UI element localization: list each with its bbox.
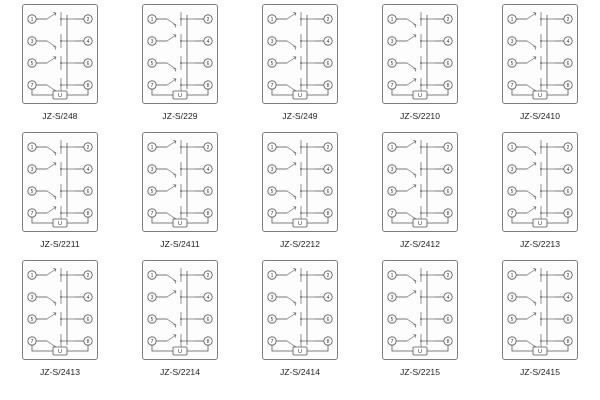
svg-text:6: 6 [326,60,330,67]
svg-text:1: 1 [150,144,154,151]
svg-text:1: 1 [150,272,154,279]
svg-text:3: 3 [390,294,394,301]
svg-text:2: 2 [326,16,330,23]
svg-text:4: 4 [566,294,570,301]
diagram-caption: JZ-S/2215 [399,367,441,377]
diagram-cell [480,132,600,260]
svg-text:1: 1 [510,144,514,151]
svg-text:6: 6 [86,316,90,323]
svg-text:1: 1 [270,16,274,23]
relay-wiring-diagram [382,260,458,360]
svg-text:2: 2 [566,272,570,279]
svg-text:U: U [538,348,542,355]
svg-text:5: 5 [30,316,34,323]
svg-text:U: U [178,92,182,99]
diagram-cell [240,260,360,388]
svg-text:6: 6 [446,60,450,67]
svg-text:8: 8 [86,82,90,89]
relay-wiring-diagram [22,4,98,104]
svg-text:4: 4 [86,166,90,173]
svg-text:5: 5 [270,316,274,323]
diagram-caption: JZ-S/2213 [519,239,561,249]
diagram-cell [120,132,240,260]
svg-text:8: 8 [446,338,450,345]
svg-text:6: 6 [326,188,330,195]
relay-wiring-diagram [142,132,218,232]
svg-text:5: 5 [150,316,154,323]
svg-text:1: 1 [30,16,34,23]
svg-text:5: 5 [270,188,274,195]
diagram-cell [480,260,600,388]
svg-text:4: 4 [566,38,570,45]
svg-text:6: 6 [206,316,210,323]
svg-text:1: 1 [270,272,274,279]
svg-text:1: 1 [510,16,514,23]
relay-wiring-diagram [142,4,218,104]
svg-text:8: 8 [206,338,210,345]
svg-text:4: 4 [326,38,330,45]
svg-text:1: 1 [150,16,154,23]
diagram-cell [240,132,360,260]
svg-text:U: U [58,220,62,227]
svg-text:U: U [418,220,422,227]
svg-text:2: 2 [446,16,450,23]
svg-text:3: 3 [150,166,154,173]
svg-text:5: 5 [390,188,394,195]
relay-wiring-diagram [262,4,338,104]
svg-text:5: 5 [150,60,154,67]
svg-text:8: 8 [566,82,570,89]
svg-text:7: 7 [510,210,514,217]
relay-wiring-diagram [262,132,338,232]
svg-text:6: 6 [566,188,570,195]
svg-text:U: U [178,348,182,355]
svg-text:4: 4 [446,166,450,173]
svg-text:8: 8 [326,210,330,217]
svg-text:3: 3 [270,166,274,173]
svg-text:4: 4 [326,294,330,301]
diagram-caption: JZ-S/249 [282,111,318,121]
diagram-caption: JZ-S/2210 [399,111,441,121]
svg-text:U: U [298,220,302,227]
svg-text:1: 1 [390,144,394,151]
svg-text:8: 8 [206,210,210,217]
svg-text:7: 7 [30,210,34,217]
svg-text:7: 7 [510,338,514,345]
relay-wiring-diagram [262,260,338,360]
svg-text:6: 6 [566,60,570,67]
svg-text:5: 5 [510,188,514,195]
svg-text:3: 3 [510,166,514,173]
svg-text:7: 7 [390,338,394,345]
relay-wiring-diagram [142,260,218,360]
diagram-caption: JZ-S/2214 [159,367,201,377]
svg-text:6: 6 [446,188,450,195]
svg-text:7: 7 [390,82,394,89]
diagram-caption: JZ-S/2414 [279,367,321,377]
svg-text:2: 2 [446,144,450,151]
svg-text:U: U [538,92,542,99]
svg-text:7: 7 [510,82,514,89]
svg-text:2: 2 [86,144,90,151]
svg-text:1: 1 [270,144,274,151]
svg-text:U: U [298,348,302,355]
svg-text:U: U [58,348,62,355]
diagram-caption: JZ-S/2410 [519,111,561,121]
svg-text:1: 1 [390,272,394,279]
svg-text:5: 5 [390,60,394,67]
svg-text:5: 5 [510,60,514,67]
svg-text:4: 4 [86,294,90,301]
svg-text:4: 4 [446,38,450,45]
svg-text:5: 5 [150,188,154,195]
svg-text:5: 5 [390,316,394,323]
diagram-cell [120,260,240,388]
svg-text:1: 1 [30,272,34,279]
diagram-caption: JZ-S/2415 [519,367,561,377]
svg-text:2: 2 [206,16,210,23]
svg-text:6: 6 [326,316,330,323]
svg-text:3: 3 [270,294,274,301]
svg-text:2: 2 [86,272,90,279]
svg-text:4: 4 [446,294,450,301]
svg-text:7: 7 [390,210,394,217]
svg-text:5: 5 [30,60,34,67]
svg-text:2: 2 [326,144,330,151]
svg-text:3: 3 [150,38,154,45]
diagram-cell [0,132,120,260]
relay-wiring-diagram [502,260,578,360]
diagram-cell [360,4,480,132]
diagram-caption: JZ-S/2412 [399,239,441,249]
svg-text:5: 5 [30,188,34,195]
diagram-caption: JZ-S/2411 [160,239,200,249]
svg-text:1: 1 [510,272,514,279]
svg-text:8: 8 [446,82,450,89]
svg-text:2: 2 [566,16,570,23]
diagram-caption: JZ-S/2212 [279,239,321,249]
svg-text:6: 6 [566,316,570,323]
svg-text:U: U [58,92,62,99]
svg-text:5: 5 [510,316,514,323]
svg-text:7: 7 [150,82,154,89]
svg-text:7: 7 [30,338,34,345]
svg-text:2: 2 [446,272,450,279]
svg-text:U: U [298,92,302,99]
svg-text:3: 3 [390,166,394,173]
svg-text:8: 8 [86,210,90,217]
diagram-cell [240,4,360,132]
svg-text:3: 3 [30,38,34,45]
svg-text:4: 4 [86,38,90,45]
svg-text:6: 6 [86,188,90,195]
svg-text:8: 8 [566,210,570,217]
diagram-caption: JZ-S/248 [42,111,78,121]
diagram-cell [360,260,480,388]
svg-text:8: 8 [446,210,450,217]
relay-wiring-diagram [382,132,458,232]
svg-text:8: 8 [326,338,330,345]
diagram-caption: JZ-S/229 [162,111,198,121]
svg-text:3: 3 [150,294,154,301]
svg-text:4: 4 [326,166,330,173]
diagram-caption: JZ-S/2413 [39,367,81,377]
svg-text:7: 7 [270,338,274,345]
relay-wiring-diagram [502,132,578,232]
svg-text:4: 4 [206,166,210,173]
svg-text:6: 6 [206,188,210,195]
diagram-cell [480,4,600,132]
svg-text:U: U [418,348,422,355]
svg-text:2: 2 [566,144,570,151]
svg-text:2: 2 [326,272,330,279]
svg-text:7: 7 [150,210,154,217]
svg-text:7: 7 [30,82,34,89]
svg-text:8: 8 [86,338,90,345]
svg-text:4: 4 [206,294,210,301]
svg-text:8: 8 [326,82,330,89]
svg-text:1: 1 [30,144,34,151]
svg-text:U: U [178,220,182,227]
svg-text:7: 7 [270,210,274,217]
relay-wiring-diagram [22,132,98,232]
svg-text:3: 3 [510,294,514,301]
svg-text:3: 3 [270,38,274,45]
svg-text:4: 4 [566,166,570,173]
svg-text:2: 2 [206,144,210,151]
svg-text:6: 6 [86,60,90,67]
svg-text:4: 4 [206,38,210,45]
svg-text:8: 8 [566,338,570,345]
diagram-cell [120,4,240,132]
svg-text:6: 6 [206,60,210,67]
svg-text:U: U [538,220,542,227]
svg-text:3: 3 [30,294,34,301]
svg-text:3: 3 [510,38,514,45]
relay-wiring-diagram [382,4,458,104]
relay-wiring-diagram [502,4,578,104]
relay-wiring-diagram [22,260,98,360]
svg-text:2: 2 [206,272,210,279]
svg-text:1: 1 [390,16,394,23]
diagram-cell [0,4,120,132]
svg-text:U: U [418,92,422,99]
svg-text:5: 5 [270,60,274,67]
diagram-caption: JZ-S/2211 [40,239,80,249]
svg-text:2: 2 [86,16,90,23]
svg-text:7: 7 [150,338,154,345]
diagram-cell [360,132,480,260]
diagram-cell [0,260,120,388]
svg-text:7: 7 [270,82,274,89]
svg-text:3: 3 [390,38,394,45]
svg-text:3: 3 [30,166,34,173]
svg-text:8: 8 [206,82,210,89]
svg-text:6: 6 [446,316,450,323]
